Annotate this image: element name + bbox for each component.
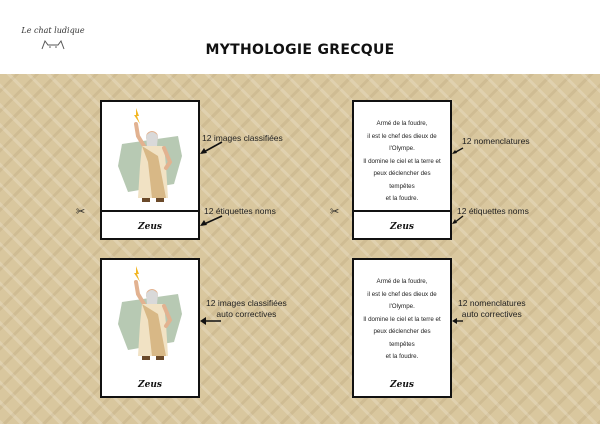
description-card-bottom-right: [352, 258, 452, 398]
label-etiquettes-right: 12 étiquettes noms: [457, 206, 529, 216]
card-divider: [354, 210, 450, 212]
label-nomenclatures-auto: 12 nomenclatures auto correctives: [458, 298, 526, 319]
label-images: 12 images classifiées: [202, 133, 283, 143]
card-name: Zeus: [138, 380, 162, 390]
image-card-bottom-left: [100, 258, 200, 398]
card-description: Armé de la foudre, il est le chef des dieux de l'Olympe. Il domine le ciel et la terre et peux déclencher des tempêtes et la foudre.: [363, 278, 441, 360]
card-description: Armé de la foudre, il est le chef des dieux de l'Olympe. Il domine le ciel et la terre et peux déclencher des tempêtes et la foudre.: [363, 120, 441, 202]
description-card-top-right: [352, 100, 452, 240]
arrow-icon: [450, 146, 464, 156]
zeus-figure-icon: [108, 264, 194, 368]
page-title: MYTHOLOGIE GRECQUE: [205, 42, 395, 58]
zeus-figure-icon: [108, 106, 194, 210]
card-divider: [102, 210, 198, 212]
image-card-top-left: [100, 100, 200, 240]
label-etiquettes-left: 12 étiquettes noms: [204, 206, 276, 216]
scissors-icon: ✂: [330, 206, 340, 218]
card-name: Zeus: [390, 222, 414, 232]
card-name: Zeus: [138, 222, 162, 232]
label-nomenclatures: 12 nomenclatures: [462, 136, 530, 146]
logo-text: Le chat ludique: [21, 26, 85, 35]
scissors-icon: ✂: [76, 206, 86, 218]
card-name: Zeus: [390, 380, 414, 390]
label-images-auto: 12 images classifiées auto correctives: [206, 298, 287, 319]
header: [0, 0, 600, 74]
